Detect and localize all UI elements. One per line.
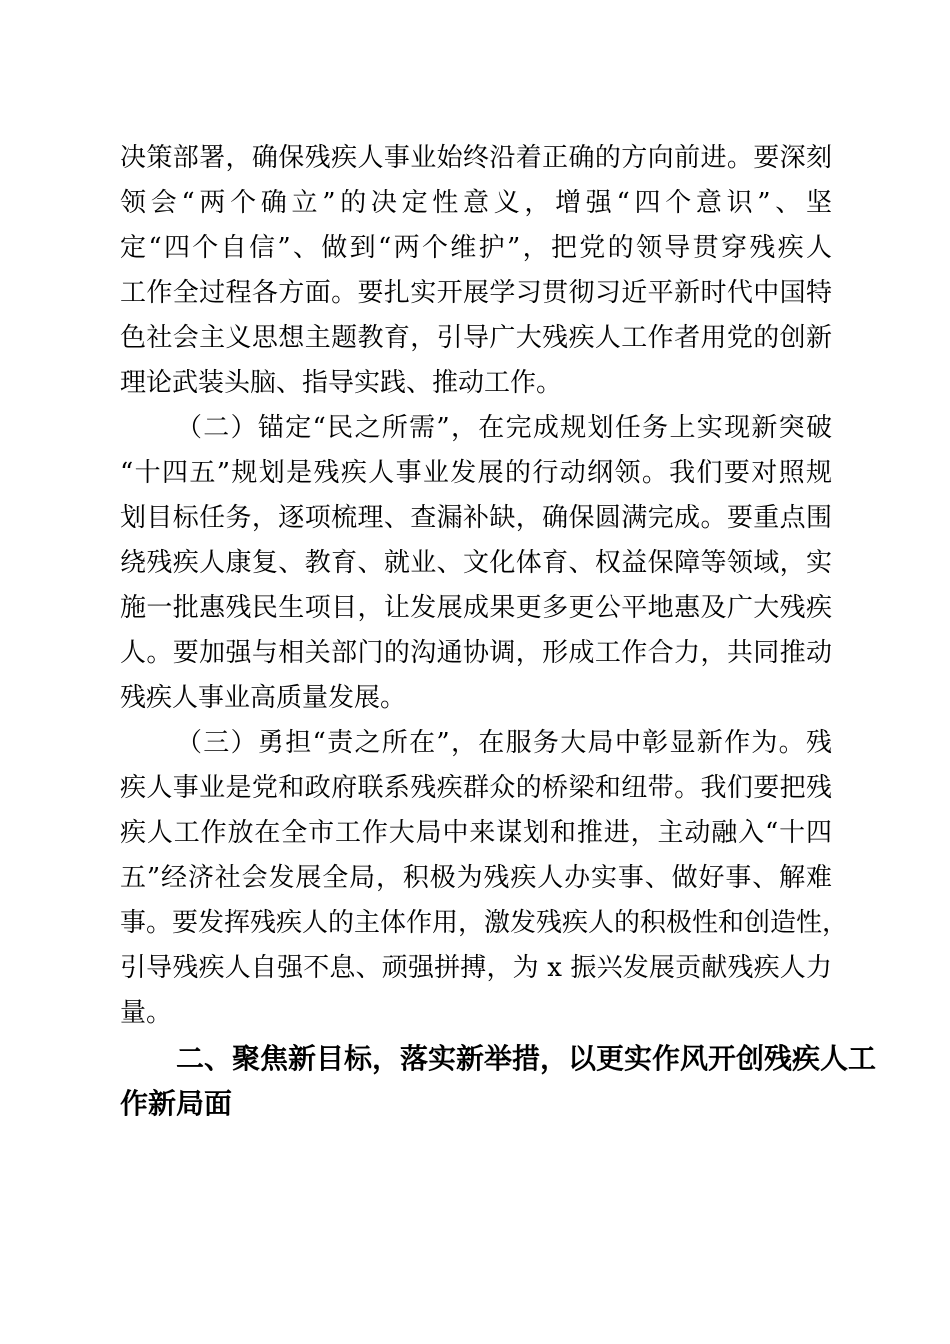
section-heading-line: 作新局面 bbox=[120, 1087, 233, 1120]
text-line: 决策部署，确保残疾人事业始终沿着正确的方向前进。要深刻 bbox=[120, 143, 832, 173]
paragraph-section-3 bbox=[120, 721, 849, 1036]
section-heading bbox=[120, 1036, 877, 1126]
text-line: 疾人事业是党和政府联系残疾群众的桥梁和纽带。我们要把残 bbox=[120, 773, 832, 803]
text-line: 理论武装头脑、指导实践、推动工作。 bbox=[120, 368, 563, 398]
subsection-title-2: （二）锚定“民之所需”，在完成规划任务上实现新突破 bbox=[176, 413, 832, 443]
text-line: 工作全过程各方面。要扎实开展学习贯彻习近平新时代中国特 bbox=[120, 278, 832, 308]
subsection-title-3: （三）勇担“责之所在”，在服务大局中彰显新作为。残 bbox=[176, 728, 832, 758]
paragraph-continuation bbox=[120, 136, 832, 406]
text-line: 划目标任务，逐项梳理、查漏补缺，确保圆满完成。要重点围 bbox=[120, 503, 832, 533]
text-line: 定“四个自信”、做到“两个维护”，把党的领导贯穿残疾人 bbox=[120, 233, 832, 263]
text-line: 绕残疾人康复、教育、就业、文化体育、权益保障等领域，实 bbox=[120, 548, 832, 578]
text-line: 事。要发挥残疾人的主体作用，激发残疾人的积极性和创造性， bbox=[120, 908, 849, 938]
text-line: 疾人工作放在全市工作大局中来谋划和推进，主动融入“十四 bbox=[120, 818, 832, 848]
text-line: 残疾人事业高质量发展。 bbox=[120, 683, 407, 713]
text-line: 施一批惠残民生项目，让发展成果更多更公平地惠及广大残疾 bbox=[120, 593, 832, 623]
text-line: 人。要加强与相关部门的沟通协调，形成工作合力，共同推动 bbox=[120, 638, 832, 668]
text-line: 五”经济社会发展全局，积极为残疾人办实事、做好事、解难 bbox=[120, 863, 832, 893]
text-line: 领会“两个确立”的决定性意义，增强“四个意识”、坚 bbox=[120, 188, 832, 218]
document-page bbox=[120, 136, 877, 1126]
paragraph-section-2 bbox=[120, 406, 832, 721]
text-line: 色社会主义思想主题教育，引导广大残疾人工作者用党的创新 bbox=[120, 323, 832, 353]
text-line: 引导残疾人自强不息、顽强拼搏，为 x 振兴发展贡献残疾人力 bbox=[120, 953, 832, 983]
text-line: “十四五”规划是残疾人事业发展的行动纲领。我们要对照规 bbox=[120, 458, 832, 488]
text-line: 量。 bbox=[120, 998, 173, 1028]
section-heading-line: 二、聚焦新目标，落实新举措，以更实作风开创残疾人工 bbox=[176, 1042, 877, 1075]
